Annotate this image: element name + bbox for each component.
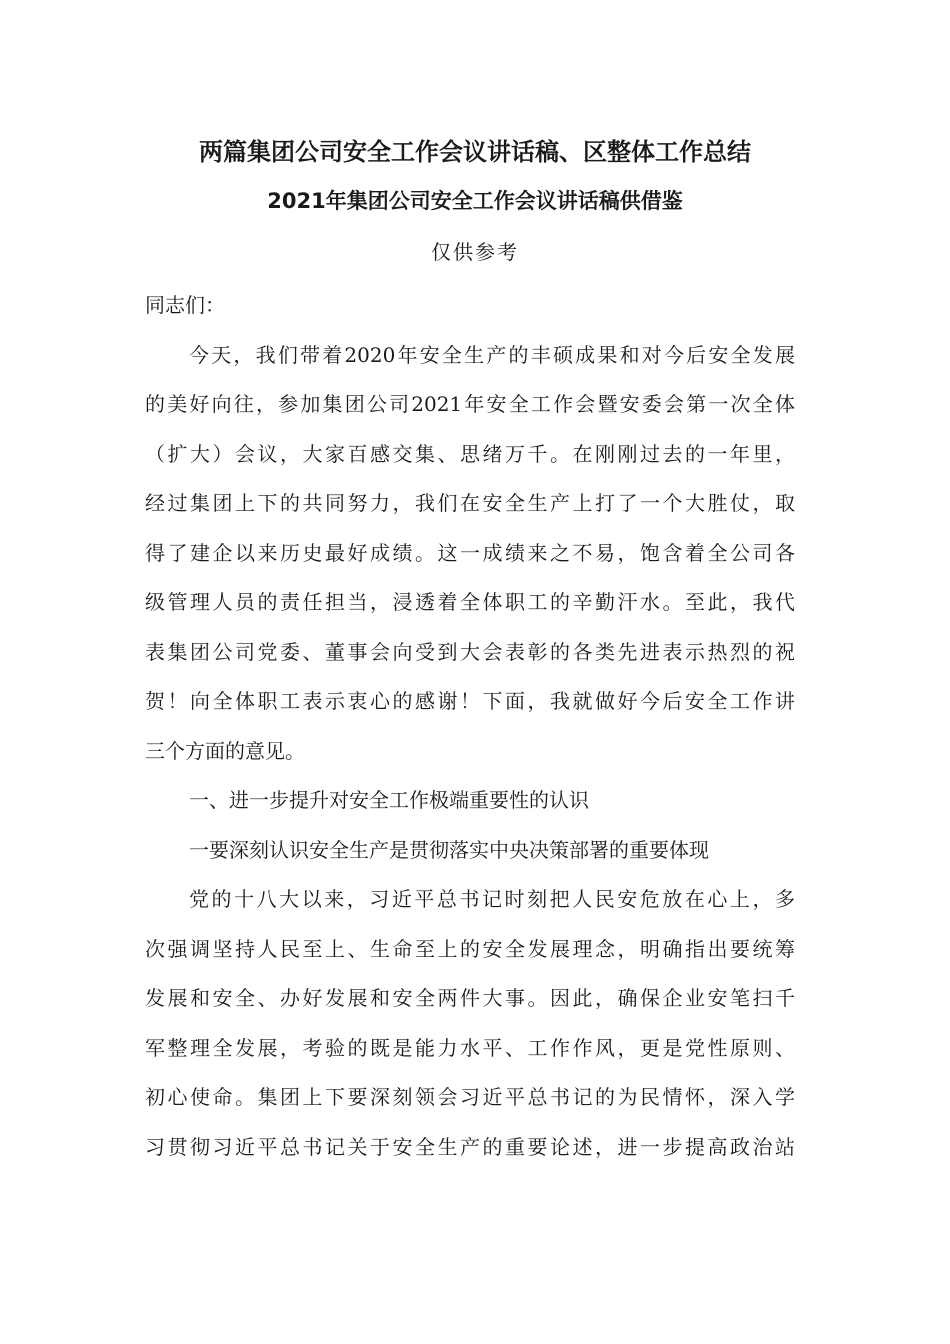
paragraph-line: 表集团公司党委、董事会向受到大会表彰的各类先进表示热烈的祝 [145,639,795,664]
paragraph-line: 初心使命。集团上下要深刻领会习近平总书记的为民情怀，深入学 [145,1085,795,1109]
paragraph-line: 今天，我们带着2020年安全生产的丰硕成果和对今后安全发展 [189,342,795,367]
reference-note: 仅供参考 [431,240,519,264]
paragraph-line: 军整理全发展，考验的既是能力水平、工作作风，更是党性原则、 [145,1035,795,1060]
subsection-heading: 一要深刻认识安全生产是贯彻落实中央决策部署的重要体现 [189,837,709,862]
paragraph-line: （扩大）会议，大家百感交集、思绪万千。在刚刚过去的一年里， [145,441,795,466]
salutation: 同志们： [145,293,225,317]
paragraph-line: 的美好向往，参加集团公司2021年安全工作会暨安委会第一次全体 [145,392,795,416]
section-heading: 一、进一步提升对安全工作极端重要性的认识 [189,788,589,812]
paragraph-line: 贺！向全体职工表示衷心的感谢！下面，我就做好今后安全工作讲 [145,689,795,713]
paragraph-line: 得了建企以来历史最好成绩。这一成绩来之不易，饱含着全公司各 [145,540,795,565]
paragraph-line: 发展和安全、办好发展和安全两件大事。因此，确保企业安笔扫千 [145,986,795,1010]
paragraph-line: 习贯彻习近平总书记关于安全生产的重要论述，进一步提高政治站 [145,1134,795,1159]
document-body [145,281,795,1172]
paragraph-line: 党的十八大以来，习近平总书记时刻把人民安危放在心上，多 [189,887,795,911]
paragraph-line: 经过集团上下的共同努力，我们在安全生产上打了一个大胜仗，取 [145,491,795,515]
document-subtitle: 2021年集团公司安全工作会议讲话稿供借鉴 [267,189,683,213]
paragraph-line: 次强调坚持人民至上、生命至上的安全发展理念，明确指出要统筹 [145,936,795,961]
document-title: 两篇集团公司安全工作会议讲话稿、区整体工作总结 [199,138,751,166]
paragraph-line: 级管理人员的责任担当，浸透着全体职工的辛勤汗水。至此，我代 [145,590,795,614]
paragraph-line: 三个方面的意见。 [145,738,305,763]
